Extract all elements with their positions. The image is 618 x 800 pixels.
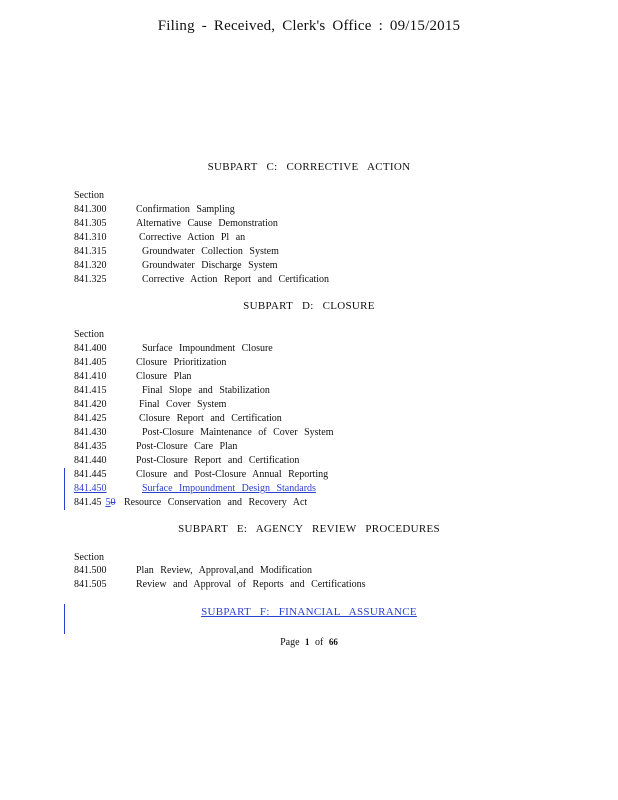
section-number-prefix: 841.45 (74, 497, 102, 508)
section-number-revised (74, 497, 116, 508)
subpart-e-heading: SUBPART E: AGENCY REVIEW PROCEDURES (178, 523, 440, 535)
revision-bar (64, 468, 65, 510)
section-label: Section (74, 190, 104, 201)
section-title: Closure Plan (136, 371, 192, 382)
section-number: 841.310 (74, 232, 107, 243)
deleted-digit: 0 (110, 497, 116, 508)
subpart-f-heading: SUBPART F: FINANCIAL ASSURANCE (201, 606, 417, 618)
section-title: Final Cover System (139, 399, 227, 410)
page-word: Page (280, 637, 300, 648)
subpart-d-heading: SUBPART D: CLOSURE (243, 300, 375, 312)
section-number: 841.305 (74, 218, 107, 229)
section-title: Surface Impoundment Closure (142, 343, 273, 354)
section-number: 841.410 (74, 371, 107, 382)
section-title: Groundwater Discharge System (142, 260, 278, 271)
section-title: Review and Approval of Reports and Certifications (136, 579, 366, 590)
page-footer (0, 637, 618, 648)
section-number: 841.415 (74, 385, 107, 396)
page-number: 1 (305, 637, 310, 647)
section-number: 841.430 (74, 427, 107, 438)
section-number: 841.420 (74, 399, 107, 410)
section-title: Resource Conservation and Recovery Act (124, 497, 308, 508)
page-total: 66 (328, 637, 338, 647)
filing-stamp: Filing - Received, Clerk's Office : 09/15/2015 (157, 18, 461, 34)
section-title: Confirmation Sampling (136, 204, 235, 215)
section-label: Section (74, 329, 104, 340)
inserted-section-number: 841.450 (74, 483, 107, 494)
section-title: Corrective Action Report and Certification (142, 274, 330, 285)
of-word: of (315, 637, 324, 648)
section-number: 841.440 (74, 455, 107, 466)
section-number: 841.405 (74, 357, 107, 368)
section-number: 841.300 (74, 204, 107, 215)
section-title: Final Slope and Stabilization (142, 385, 270, 396)
section-title: Plan Review, Approval,and Modification (136, 565, 313, 576)
inserted-section-title: Surface Impoundment Design Standards (142, 483, 316, 494)
section-number: 841.315 (74, 246, 107, 257)
subpart-c-heading: SUBPART C: CORRECTIVE ACTION (207, 161, 411, 173)
section-number: 841.435 (74, 441, 107, 452)
section-label: Section (74, 552, 104, 563)
section-number: 841.500 (74, 565, 107, 576)
section-title: Post-Closure Care Plan (136, 441, 238, 452)
section-title: Closure and Post-Closure Annual Reporting (136, 469, 329, 480)
section-title: Closure Prioritization (136, 357, 227, 368)
inserted-digit: 5 (105, 497, 111, 508)
section-title: Closure Report and Certification (139, 413, 282, 424)
section-title: Post-Closure Maintenance of Cover System (142, 427, 334, 438)
section-title: Alternative Cause Demonstration (136, 218, 278, 229)
section-number: 841.325 (74, 274, 107, 285)
section-number: 841.505 (74, 579, 107, 590)
section-title: Groundwater Collection System (142, 246, 279, 257)
section-number: 841.425 (74, 413, 107, 424)
section-number: 841.400 (74, 343, 107, 354)
section-title: Post-Closure Report and Certification (136, 455, 300, 466)
section-number: 841.445 (74, 469, 107, 480)
section-title: Corrective Action Pl an (139, 232, 246, 243)
section-number: 841.320 (74, 260, 107, 271)
